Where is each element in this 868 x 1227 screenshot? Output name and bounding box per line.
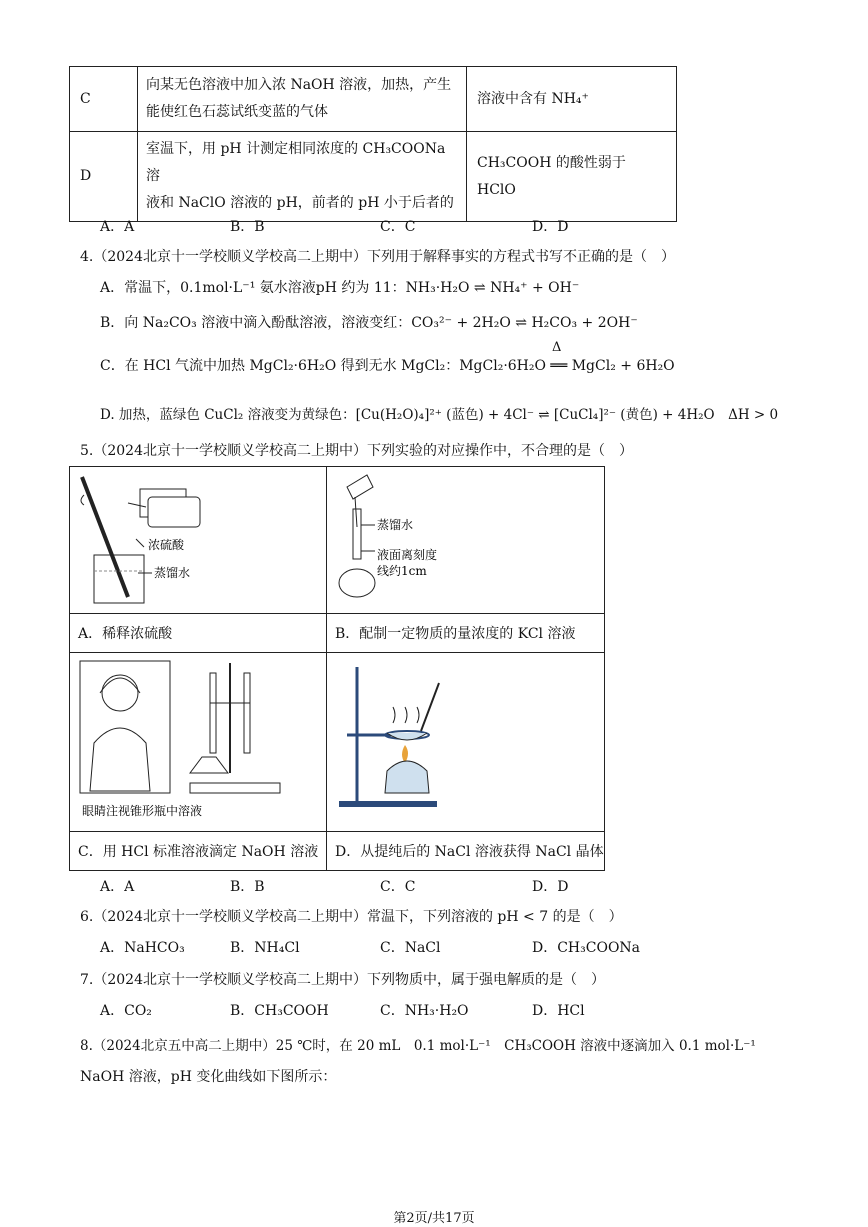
q8-stem-line1: 8.（2024北京五中高二上期中）25 ℃时，在 20 mL 0.1 mol·L⁻¹ CH₃COOH 溶液中逐滴加入 0.1 mol·L⁻¹ <box>80 1038 756 1054</box>
label-watch: 眼睛注视锥形瓶中溶液 <box>82 804 203 818</box>
row-description: 室温下，用 pH 计测定相同浓度的 CH₃COONa 溶 液和 NaClO 溶液的 pH，前者的 pH 小于后者的 <box>138 132 467 222</box>
label-level-1: 液面离刻度 <box>377 548 438 562</box>
q4-option-b[interactable]: B．向 Na₂CO₃ 溶液中滴入酚酞溶液，溶液变红：CO₃²⁻ + 2H₂O ⇌ H₂CO₃ + 2OH⁻ <box>100 315 638 331</box>
option-b[interactable]: B．NH₄Cl <box>230 940 300 956</box>
option-c[interactable]: C．NH₃·H₂O <box>380 1003 469 1019</box>
q5-stem: 5.（2024北京十一学校顺义学校高二上期中）下列实验的对应操作中，不合理的是（ ） <box>80 443 633 459</box>
q4-option-a[interactable]: A．常温下，0.1mol·L⁻¹ 氨水溶液pH 约为 11：NH₃·H₂O ⇌ NH₄⁺ + OH⁻ <box>100 280 580 296</box>
label-conc-acid: 浓硫酸 <box>148 538 185 552</box>
page-footer: 第2页/共17页 <box>393 1211 475 1226</box>
caption-b: B．配制一定物质的量浓度的 KCl 溶液 <box>327 614 605 653</box>
label-water-b: 蒸馏水 <box>377 518 414 532</box>
option-b[interactable]: B．B <box>230 219 265 235</box>
volumetric-flask-illustration <box>327 467 613 613</box>
option-d[interactable]: D．HCl <box>532 1003 585 1019</box>
row-conclusion: 溶液中含有 NH₄⁺ <box>467 67 677 132</box>
option-d[interactable]: D．D <box>532 879 569 895</box>
q4-stem: 4.（2024北京十一学校顺义学校高二上期中）下列用于解释事实的方程式书写不正确的是（ ） <box>80 249 675 265</box>
dilute-acid-illustration <box>70 467 326 613</box>
option-b[interactable]: B．CH₃COOH <box>230 1003 329 1019</box>
row-description: 向某无色溶液中加入浓 NaOH 溶液，加热，产生 能使红色石蕊试纸变蓝的气体 <box>138 67 467 132</box>
option-b[interactable]: B．B <box>230 879 265 895</box>
image-cell-b <box>327 467 605 614</box>
delta-symbol: Δ <box>552 340 562 355</box>
image-cell-a <box>70 467 327 614</box>
option-a[interactable]: A．A <box>100 879 135 895</box>
option-a[interactable]: A．CO₂ <box>100 1003 152 1019</box>
option-c[interactable]: C．C <box>380 879 416 895</box>
label-water: 蒸馏水 <box>154 566 191 580</box>
q6-stem: 6.（2024北京十一学校顺义学校高二上期中）常温下，下列溶液的 pH < 7 的是（ ） <box>80 909 623 925</box>
row-label: C <box>70 67 138 132</box>
table-row <box>70 67 677 132</box>
label-level-2: 线约1cm <box>377 564 427 578</box>
caption-c: C．用 HCl 标准溶液滴定 NaOH 溶液 <box>70 832 327 871</box>
row-label: D <box>70 132 138 222</box>
option-c[interactable]: C．NaCl <box>380 940 441 956</box>
caption-d: D．从提纯后的 NaCl 溶液获得 NaCl 晶体 <box>327 832 605 871</box>
option-a[interactable]: A．NaHCO₃ <box>100 940 185 956</box>
answer-table <box>69 66 677 222</box>
row-conclusion: CH₃COOH 的酸性弱于 HClO <box>467 132 677 222</box>
option-c[interactable]: C．C <box>380 219 416 235</box>
q4-option-c[interactable]: C．在 HCl 气流中加热 MgCl₂·6H₂O 得到无水 MgCl₂：MgCl₂·6H₂O ══ MgCl₂ + 6H₂O <box>100 358 675 374</box>
experiment-table <box>69 466 605 871</box>
evaporation-illustration <box>327 653 613 831</box>
q8-stem-line2: NaOH 溶液，pH 变化曲线如下图所示： <box>80 1069 337 1085</box>
image-cell-d <box>327 653 605 832</box>
q7-stem: 7.（2024北京十一学校顺义学校高二上期中）下列物质中，属于强电解质的是（ ） <box>80 972 605 988</box>
option-a[interactable]: A．A <box>100 219 135 235</box>
caption-a: A．稀释浓硫酸 <box>70 614 327 653</box>
titration-illustration <box>70 653 326 831</box>
option-d[interactable]: D．D <box>532 219 569 235</box>
q4-option-d[interactable]: D. 加热，蓝绿色 CuCl₂ 溶液变为黄绿色：[Cu(H₂O)₄]²⁺ (蓝色) + 4Cl⁻ ⇌ [CuCl₄]²⁻ (黄色) + 4H₂O ΔH > 0 <box>100 407 779 423</box>
table-row <box>70 132 677 222</box>
option-d[interactable]: D．CH₃COONa <box>532 940 641 956</box>
image-cell-c <box>70 653 327 832</box>
